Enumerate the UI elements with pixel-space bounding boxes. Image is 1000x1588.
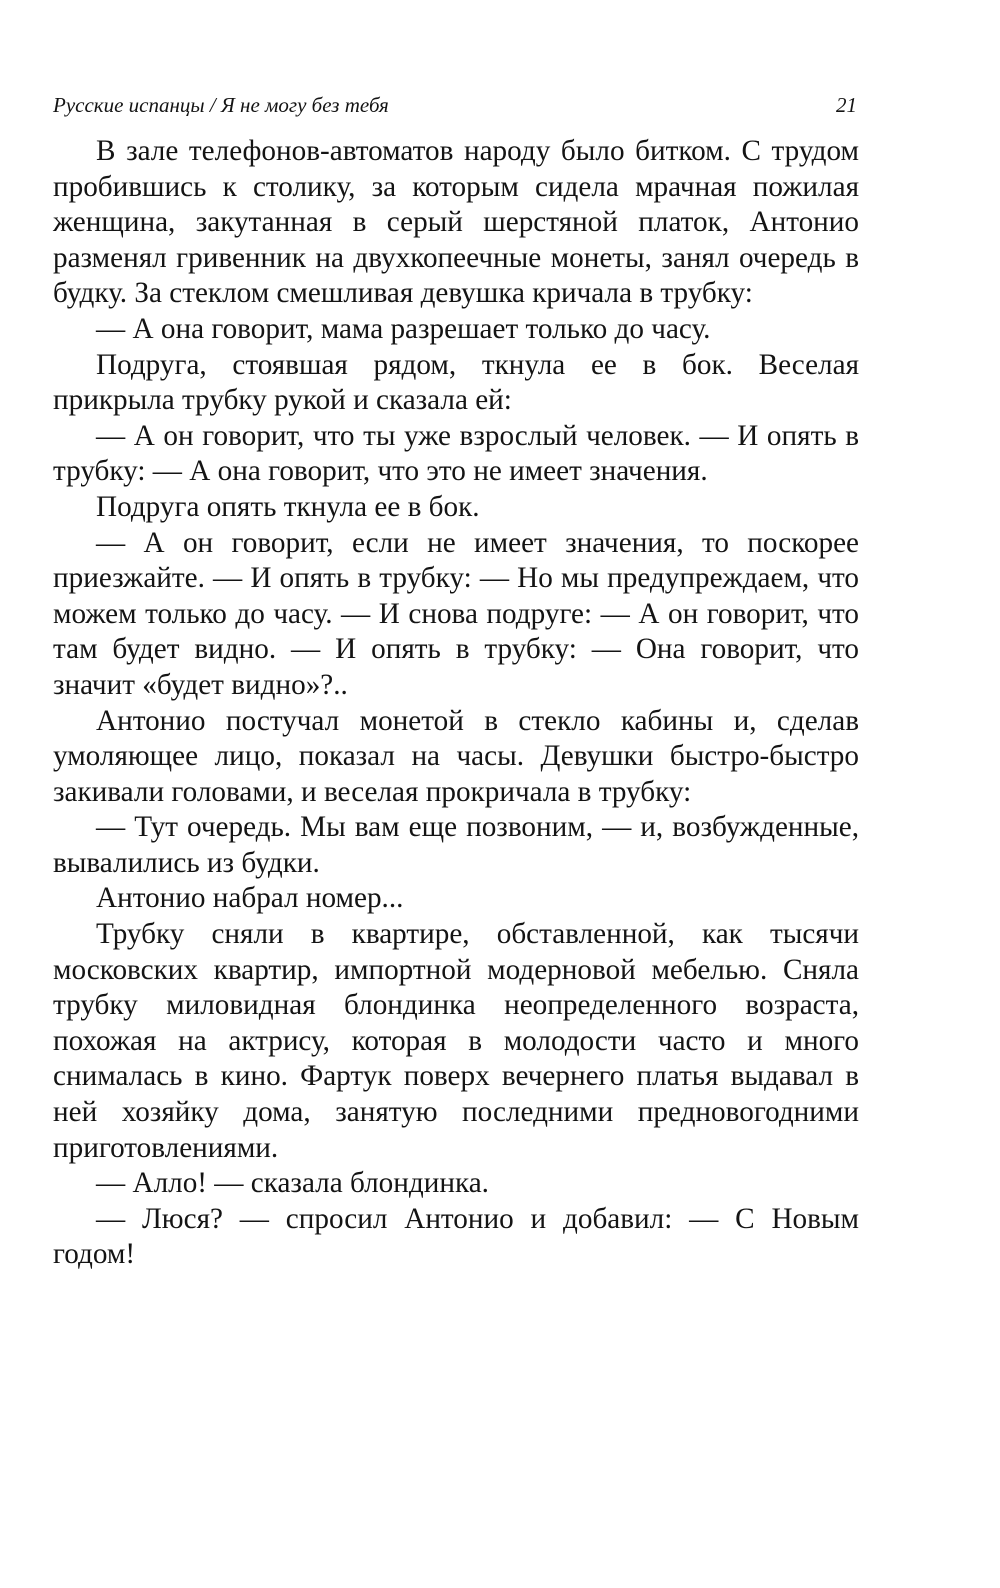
paragraph: Трубку сняли в квартире, обставленной, как тысячи московских квартир, импортной модерновой мебелью. Сняла трубку миловидная блондинка неопределенного возраста, похожая на актрису, которая в молодости часто и много снималась в кино. Фартук поверх вечернего платья выдавал в ней хозяйку дома, занятую последними предновогодними приготовлениями. — [53, 918, 859, 1164]
book-page — [53, 90, 859, 1273]
paragraph: — Тут очередь. Мы вам еще позвоним, — и, возбужденные, вывалились из будки. — [53, 811, 859, 879]
paragraph: Антонио набрал номер... — [96, 882, 404, 915]
running-head — [53, 90, 859, 120]
paragraph: — Алло! — сказала блондинка. — [96, 1167, 489, 1200]
paragraph: В зале телефонов-автоматов народу было битком. С трудом пробившись к столику, за которым сидела мрачная пожилая женщина, закутанная в серый шерстяной платок, Антонио разменял гривенник на двухкопеечные монеты, занял очередь в будку. За стеклом смешливая девушка кричала в трубку: — [53, 135, 859, 310]
paragraph: — Люся? — спросил Антонио и добавил: — С Новым годом! — [53, 1202, 859, 1271]
paragraph: — А он говорит, что ты уже взрослый человек. — И опять в трубку: — А она говорит, что это не имеет значения. — [53, 419, 859, 488]
paragraph: Подруга, стоявшая рядом, ткнула ее в бок. Веселая прикрыла трубку рукой и сказала ей: — [53, 348, 859, 417]
page-number: 21 — [836, 93, 857, 117]
body-text — [53, 134, 859, 1273]
paragraph: — А он говорит, если не имеет значения, то поскорее приезжайте. — И опять в трубку: — Но мы предупреждаем, что можем только до часу. — И снова подруге: — А он говорит, что там будет видно. — И опять в трубку: — Она говорит, что значит «будет видно»?.. — [53, 526, 859, 701]
paragraph: Подруга опять ткнула ее в бок. — [96, 490, 480, 523]
paragraph: — А она говорит, мама разрешает только до часу. — [96, 312, 711, 345]
running-title: Русские испанцы / Я не могу без тебя — [53, 93, 389, 117]
paragraph: Антонио постучал монетой в стекло кабины и, сделав умоляющее лицо, показал на часы. Девушки быстро-быстро закивали головами, и веселая прокричала в трубку: — [53, 704, 859, 808]
